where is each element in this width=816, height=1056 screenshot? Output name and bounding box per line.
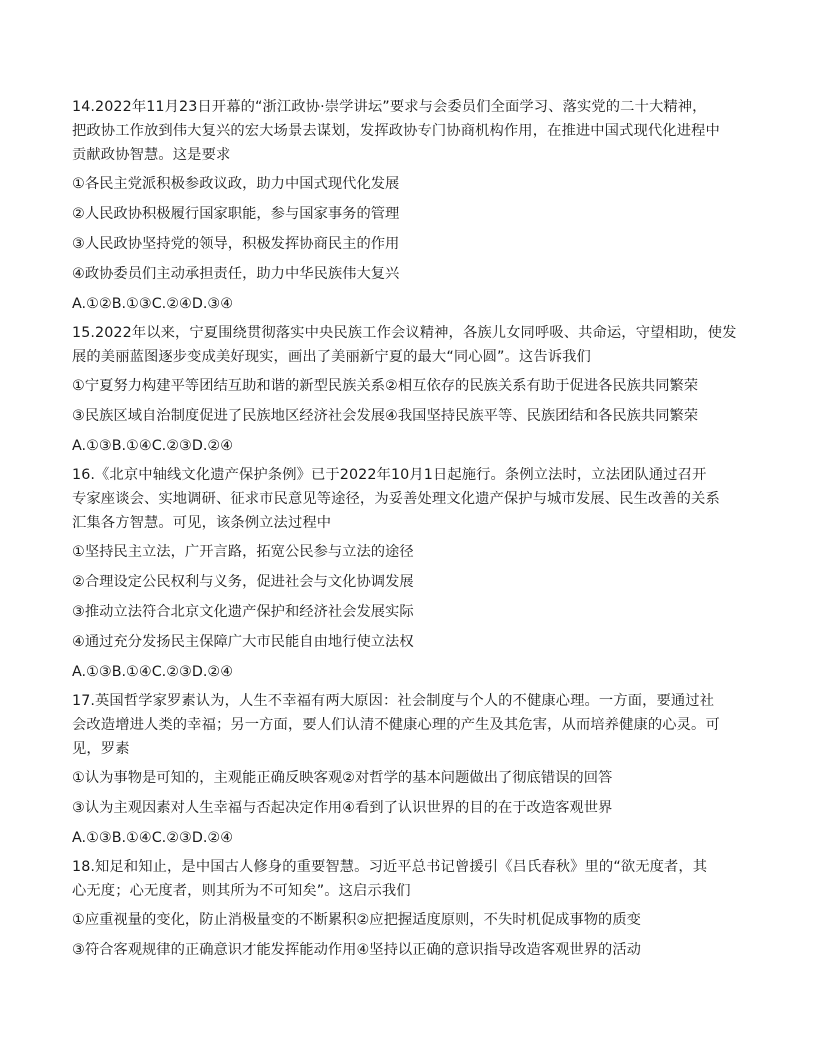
stem-line: 专家座谈会、实地调研、征求市民意见等途径，为妥善处理文化遗产保护与城市发展、民生改善的关系 bbox=[72, 491, 720, 507]
question-stem bbox=[72, 855, 752, 903]
question-15 bbox=[72, 321, 752, 457]
question-18 bbox=[72, 855, 752, 961]
stem-line: 17.英国哲学家罗素认为，人生不幸福有两大原因：社会制度与个人的不健康心理。一方面，要通过社 bbox=[72, 693, 715, 709]
option-1-2: ①认为事物是可知的，主观能正确反映客观②对哲学的基本问题做出了彻底错误的回答 bbox=[72, 770, 613, 786]
answer-choices: A.①②B.①③C.②④D.③④ bbox=[72, 296, 234, 312]
stem-line: 16.《北京中轴线文化遗产保护条例》已于2022年10月1日起施行。条例立法时，立法团队通过召开 bbox=[72, 467, 707, 483]
option-3-4: ③民族区域自治制度促进了民族地区经济社会发展④我国坚持民族平等、民族团结和各民族共同繁荣 bbox=[72, 408, 699, 424]
question-stem bbox=[72, 463, 752, 535]
stem-line: 贡献政协智慧。这是要求 bbox=[72, 147, 231, 163]
question-stem bbox=[72, 689, 752, 761]
option-3: ③推动立法符合北京文化遗产保护和经济社会发展实际 bbox=[72, 604, 414, 620]
option-3: ③人民政协坚持党的领导，积极发挥协商民主的作用 bbox=[72, 236, 400, 252]
option-1: ①各民主党派积极参政议政，助力中国式现代化发展 bbox=[72, 176, 400, 192]
option-4: ④政协委员们主动承担责任，助力中华民族伟大复兴 bbox=[72, 266, 400, 282]
question-16 bbox=[72, 463, 752, 683]
option-1: ①坚持民主立法，广开言路，拓宽公民参与立法的途径 bbox=[72, 544, 414, 560]
stem-line: 汇集各方智慧。可见，该条例立法过程中 bbox=[72, 515, 332, 531]
stem-line: 14.2022年11月23日开幕的“浙江政协·崇学讲坛”要求与会委员们全面学习、落实党的二十大精神， bbox=[72, 99, 707, 115]
option-1-2: ①宁夏努力构建平等团结互助和谐的新型民族关系②相互依存的民族关系有助于促进各民族共同繁荣 bbox=[72, 378, 699, 394]
question-14 bbox=[72, 95, 752, 315]
question-17 bbox=[72, 689, 752, 849]
stem-line: 会改造增进人类的幸福；另一方面，要人们认清不健康心理的产生及其危害，从而培养健康的心灵。可 bbox=[72, 717, 720, 733]
option-3-4: ③符合客观规律的正确意识才能发挥能动作用④坚持以正确的意识指导改造客观世界的活动 bbox=[72, 942, 641, 958]
answer-choices: A.①③B.①④C.②③D.②④ bbox=[72, 664, 234, 680]
stem-line: 把政协工作放到伟大复兴的宏大场景去谋划，发挥政协专门协商机构作用，在推进中国式现代化进程中 bbox=[72, 123, 720, 139]
option-4: ④通过充分发扬民主保障广大市民能自由地行使立法权 bbox=[72, 634, 414, 650]
option-1-2: ①应重视量的变化，防止消极量变的不断累积②应把握适度原则，不失时机促成事物的质变 bbox=[72, 912, 641, 928]
exam-page bbox=[72, 95, 752, 969]
stem-line: 展的美丽蓝图逐步变成美好现实，画出了美丽新宁夏的最大“同心圆”。这告诉我们 bbox=[72, 349, 591, 365]
answer-choices: A.①③B.①④C.②③D.②④ bbox=[72, 830, 234, 846]
answer-choices: A.①③B.①④C.②③D.②④ bbox=[72, 438, 234, 454]
question-stem bbox=[72, 95, 752, 167]
option-2: ②合理设定公民权利与义务，促进社会与文化协调发展 bbox=[72, 574, 414, 590]
stem-line: 见，罗素 bbox=[72, 741, 130, 757]
stem-line: 18.知足和知止，是中国古人修身的重要智慧。习近平总书记曾援引《吕氏春秋》里的“欲无度者，其 bbox=[72, 859, 708, 875]
option-3-4: ③认为主观因素对人生幸福与否起决定作用④看到了认识世界的目的在于改造客观世界 bbox=[72, 800, 613, 816]
option-2: ②人民政协积极履行国家职能，参与国家事务的管理 bbox=[72, 206, 400, 222]
question-stem bbox=[72, 321, 752, 369]
stem-line: 心无度；心无度者，则其所为不可知矣”。这启示我们 bbox=[72, 883, 411, 899]
stem-line: 15.2022年以来，宁夏围绕贯彻落实中央民族工作会议精神，各族儿女同呼吸、共命运，守望相助，使发 bbox=[72, 325, 737, 341]
